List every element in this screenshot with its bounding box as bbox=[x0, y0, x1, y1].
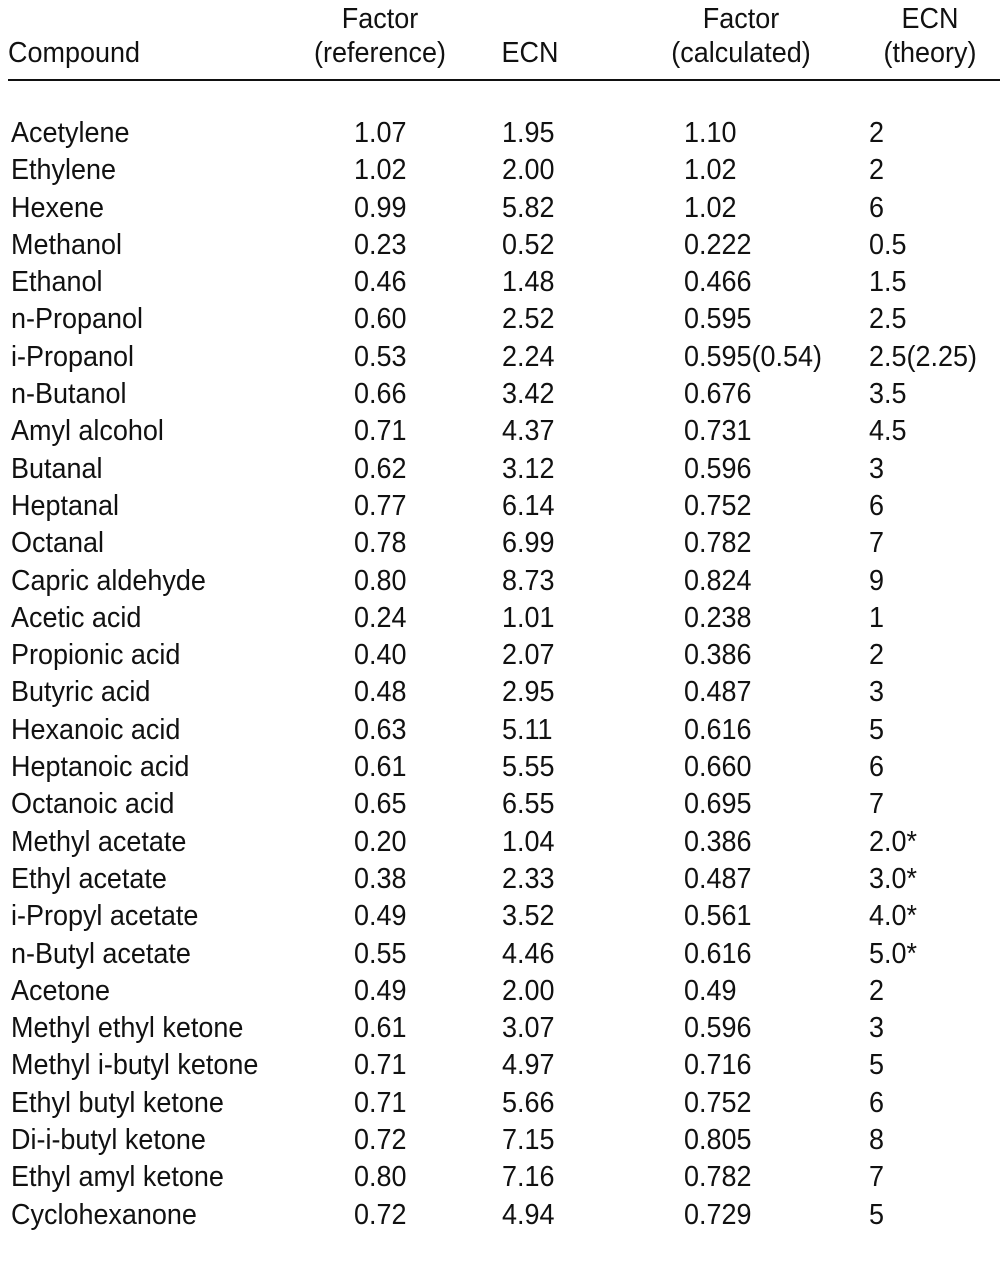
cell-ecn-theory: 3.0* bbox=[869, 862, 917, 895]
cell-ecn-theory: 3 bbox=[869, 1012, 885, 1045]
table-row bbox=[0, 861, 1007, 898]
cell-factor-reference: 0.71 bbox=[354, 1049, 407, 1082]
cell-ecn-theory: 3 bbox=[869, 452, 885, 485]
cell-factor-calculated: 1.02 bbox=[684, 154, 737, 187]
cell-ecn-theory: 1 bbox=[869, 601, 885, 634]
cell-ecn-theory: 5 bbox=[869, 1049, 885, 1082]
cell-ecn: 4.97 bbox=[502, 1049, 555, 1082]
cell-compound: Ethylene bbox=[11, 154, 116, 187]
cell-compound: n-Butanol bbox=[11, 378, 127, 411]
cell-factor-calculated: 0.616 bbox=[684, 713, 752, 746]
cell-factor-reference: 0.38 bbox=[354, 862, 407, 895]
cell-factor-calculated: 1.10 bbox=[684, 117, 737, 149]
cell-compound: Ethyl amyl ketone bbox=[11, 1161, 224, 1194]
cell-factor-reference: 0.23 bbox=[354, 228, 407, 261]
cell-factor-reference: 0.49 bbox=[354, 900, 407, 933]
cell-ecn-theory: 7 bbox=[869, 527, 885, 560]
cell-ecn-theory: 2 bbox=[869, 974, 885, 1007]
cell-factor-calculated: 0.676 bbox=[684, 378, 752, 411]
cell-ecn-theory: 3 bbox=[869, 676, 885, 709]
table-row bbox=[0, 1010, 1007, 1047]
cell-factor-calculated: 0.616 bbox=[684, 937, 752, 970]
cell-ecn-theory: 2.5(2.25) bbox=[869, 340, 977, 373]
table-row bbox=[0, 600, 1007, 637]
table-row bbox=[0, 451, 1007, 488]
table-row bbox=[0, 301, 1007, 338]
cell-factor-reference: 0.77 bbox=[354, 489, 407, 522]
cell-factor-calculated: 0.782 bbox=[684, 1161, 752, 1194]
cell-compound: Cyclohexanone bbox=[11, 1198, 197, 1231]
cell-ecn: 2.95 bbox=[502, 676, 555, 709]
cell-factor-reference: 0.72 bbox=[354, 1198, 407, 1231]
cell-ecn-theory: 0.5 bbox=[869, 228, 907, 261]
cell-ecn: 2.33 bbox=[502, 862, 555, 895]
header-compound bbox=[8, 36, 140, 70]
table-row bbox=[0, 1122, 1007, 1159]
cell-factor-calculated: 0.466 bbox=[684, 266, 752, 299]
header-compound-line-1: Compound bbox=[8, 37, 140, 69]
cell-compound: Methyl ethyl ketone bbox=[11, 1012, 244, 1045]
cell-ecn: 8.73 bbox=[502, 564, 555, 597]
cell-factor-reference: 0.80 bbox=[354, 564, 407, 597]
cell-ecn-theory: 5.0* bbox=[869, 937, 917, 970]
cell-compound: Acetylene bbox=[11, 117, 130, 149]
cell-factor-calculated: 0.716 bbox=[684, 1049, 752, 1082]
cell-compound: Capric aldehyde bbox=[11, 564, 206, 597]
header-ecn-theory-line-2: (theory) bbox=[883, 37, 977, 69]
cell-ecn-theory: 6 bbox=[869, 489, 885, 522]
cell-factor-reference: 0.55 bbox=[354, 937, 407, 970]
header-ecn-theory-line-1: ECN bbox=[901, 3, 959, 35]
cell-ecn: 6.99 bbox=[502, 527, 555, 560]
table-row bbox=[0, 152, 1007, 189]
cell-ecn-theory: 2.5 bbox=[869, 303, 907, 336]
cell-ecn: 4.94 bbox=[502, 1198, 555, 1231]
cell-compound: Hexene bbox=[11, 191, 104, 224]
cell-compound: n-Propanol bbox=[11, 303, 143, 336]
table-row bbox=[0, 936, 1007, 973]
cell-factor-reference: 0.80 bbox=[354, 1161, 407, 1194]
cell-factor-reference: 0.48 bbox=[354, 676, 407, 709]
header-factor-calculated-line-2: (calculated) bbox=[671, 37, 811, 69]
cell-ecn: 6.55 bbox=[502, 788, 555, 821]
cell-ecn: 4.46 bbox=[502, 937, 555, 970]
cell-factor-calculated: 0.595(0.54) bbox=[684, 340, 822, 373]
table-header bbox=[0, 2, 1007, 78]
cell-compound: Butyric acid bbox=[11, 676, 151, 709]
cell-ecn: 5.11 bbox=[502, 713, 553, 746]
table-row bbox=[0, 339, 1007, 376]
cell-ecn-theory: 2.0* bbox=[869, 825, 917, 858]
cell-factor-reference: 0.72 bbox=[354, 1124, 407, 1157]
cell-factor-reference: 0.62 bbox=[354, 452, 407, 485]
cell-ecn-theory: 7 bbox=[869, 1161, 885, 1194]
cell-compound: i-Propanol bbox=[11, 340, 134, 373]
cell-compound: Hexanoic acid bbox=[11, 713, 181, 746]
cell-ecn: 3.42 bbox=[502, 378, 555, 411]
cell-factor-reference: 0.60 bbox=[354, 303, 407, 336]
cell-ecn-theory: 4.0* bbox=[869, 900, 917, 933]
cell-compound: Octanoic acid bbox=[11, 788, 175, 821]
table-row bbox=[0, 1197, 1007, 1234]
cell-ecn: 6.14 bbox=[502, 489, 555, 522]
table-row bbox=[0, 898, 1007, 935]
cell-ecn: 2.24 bbox=[502, 340, 555, 373]
table-row bbox=[0, 488, 1007, 525]
table-row bbox=[0, 1047, 1007, 1084]
table-row bbox=[0, 749, 1007, 786]
cell-ecn: 0.52 bbox=[502, 228, 555, 261]
cell-ecn-theory: 6 bbox=[869, 751, 885, 784]
cell-ecn: 3.12 bbox=[502, 452, 555, 485]
cell-factor-reference: 1.07 bbox=[354, 117, 407, 149]
table-row bbox=[0, 376, 1007, 413]
cell-ecn: 1.04 bbox=[502, 825, 555, 858]
header-factor-reference-line-1: Factor bbox=[341, 3, 419, 35]
header-ecn-theory bbox=[870, 2, 991, 70]
cell-compound: Ethyl butyl ketone bbox=[11, 1086, 224, 1119]
table-body bbox=[0, 115, 1007, 1234]
cell-factor-calculated: 0.824 bbox=[684, 564, 752, 597]
table-row bbox=[0, 413, 1007, 450]
cell-ecn: 5.55 bbox=[502, 751, 555, 784]
cell-factor-reference: 0.63 bbox=[354, 713, 407, 746]
cell-compound: n-Butyl acetate bbox=[11, 937, 191, 970]
cell-factor-reference: 0.61 bbox=[354, 1012, 407, 1045]
header-factor-reference bbox=[306, 2, 455, 70]
cell-compound: Amyl alcohol bbox=[11, 415, 164, 448]
header-factor-calculated bbox=[662, 2, 820, 70]
cell-ecn: 1.95 bbox=[502, 117, 555, 149]
cell-factor-reference: 0.78 bbox=[354, 527, 407, 560]
cell-compound: Acetone bbox=[11, 974, 110, 1007]
cell-compound: Ethanol bbox=[11, 266, 103, 299]
table-row bbox=[0, 786, 1007, 823]
cell-factor-calculated: 0.561 bbox=[684, 900, 752, 933]
table-row bbox=[0, 190, 1007, 227]
cell-ecn: 5.66 bbox=[502, 1086, 555, 1119]
cell-compound: Butanal bbox=[11, 452, 103, 485]
cell-ecn-theory: 2 bbox=[869, 154, 885, 187]
cell-ecn: 1.48 bbox=[502, 266, 555, 299]
cell-ecn-theory: 3.5 bbox=[869, 378, 907, 411]
cell-compound: Heptanal bbox=[11, 489, 119, 522]
cell-factor-reference: 0.20 bbox=[354, 825, 407, 858]
cell-factor-calculated: 1.02 bbox=[684, 191, 737, 224]
cell-ecn-theory: 9 bbox=[869, 564, 885, 597]
table-row bbox=[0, 227, 1007, 264]
cell-ecn: 2.00 bbox=[502, 974, 555, 1007]
cell-ecn: 5.82 bbox=[502, 191, 555, 224]
cell-compound: Methyl acetate bbox=[11, 825, 187, 858]
cell-factor-reference: 0.46 bbox=[354, 266, 407, 299]
cell-ecn: 1.01 bbox=[502, 601, 555, 634]
cell-factor-calculated: 0.487 bbox=[684, 862, 752, 895]
cell-factor-calculated: 0.596 bbox=[684, 1012, 752, 1045]
cell-ecn-theory: 2 bbox=[869, 117, 885, 149]
table-row bbox=[0, 824, 1007, 861]
cell-factor-reference: 0.71 bbox=[354, 415, 407, 448]
cell-factor-reference: 0.49 bbox=[354, 974, 407, 1007]
cell-ecn-theory: 1.5 bbox=[869, 266, 907, 299]
header-factor-calculated-line-1: Factor bbox=[702, 3, 780, 35]
table-row bbox=[0, 1085, 1007, 1122]
table-row bbox=[0, 563, 1007, 600]
cell-ecn-theory: 6 bbox=[869, 1086, 885, 1119]
cell-factor-calculated: 0.805 bbox=[684, 1124, 752, 1157]
header-factor-reference-line-2: (reference) bbox=[314, 37, 446, 69]
cell-ecn: 3.52 bbox=[502, 900, 555, 933]
table-row bbox=[0, 1159, 1007, 1196]
cell-ecn: 3.07 bbox=[502, 1012, 555, 1045]
table-row bbox=[0, 637, 1007, 674]
cell-factor-calculated: 0.487 bbox=[684, 676, 752, 709]
cell-factor-calculated: 0.386 bbox=[684, 825, 752, 858]
cell-compound: i-Propyl acetate bbox=[11, 900, 199, 933]
table-row bbox=[0, 525, 1007, 562]
cell-factor-calculated: 0.595 bbox=[684, 303, 752, 336]
cell-factor-calculated: 0.386 bbox=[684, 639, 752, 672]
header-ecn bbox=[484, 36, 577, 70]
cell-ecn-theory: 5 bbox=[869, 1198, 885, 1231]
cell-compound: Acetic acid bbox=[11, 601, 142, 634]
cell-ecn-theory: 5 bbox=[869, 713, 885, 746]
cell-compound: Ethyl acetate bbox=[11, 862, 167, 895]
table-row bbox=[0, 264, 1007, 301]
cell-ecn-theory: 4.5 bbox=[869, 415, 907, 448]
cell-factor-reference: 0.65 bbox=[354, 788, 407, 821]
cell-factor-calculated: 0.222 bbox=[684, 228, 752, 261]
cell-ecn: 7.16 bbox=[502, 1161, 555, 1194]
header-ecn-line-1: ECN bbox=[501, 37, 559, 69]
cell-factor-calculated: 0.238 bbox=[684, 601, 752, 634]
cell-factor-reference: 0.99 bbox=[354, 191, 407, 224]
cell-compound: Heptanoic acid bbox=[11, 751, 190, 784]
cell-factor-calculated: 0.752 bbox=[684, 489, 752, 522]
cell-factor-reference: 0.24 bbox=[354, 601, 407, 634]
cell-factor-calculated: 0.782 bbox=[684, 527, 752, 560]
cell-factor-calculated: 0.752 bbox=[684, 1086, 752, 1119]
cell-ecn-theory: 2 bbox=[869, 639, 885, 672]
cell-factor-reference: 1.02 bbox=[354, 154, 407, 187]
cell-ecn: 7.15 bbox=[502, 1124, 555, 1157]
cell-ecn: 2.00 bbox=[502, 154, 555, 187]
cell-compound: Propionic acid bbox=[11, 639, 181, 672]
cell-ecn: 2.07 bbox=[502, 639, 555, 672]
cell-factor-calculated: 0.729 bbox=[684, 1198, 752, 1231]
cell-factor-calculated: 0.660 bbox=[684, 751, 752, 784]
table-row bbox=[0, 973, 1007, 1010]
cell-factor-calculated: 0.49 bbox=[684, 974, 737, 1007]
cell-compound: Methyl i-butyl ketone bbox=[11, 1049, 259, 1082]
cell-ecn: 4.37 bbox=[502, 415, 555, 448]
table-row bbox=[0, 674, 1007, 711]
cell-ecn-theory: 6 bbox=[869, 191, 885, 224]
cell-factor-reference: 0.40 bbox=[354, 639, 407, 672]
header-divider bbox=[8, 79, 1000, 81]
cell-factor-reference: 0.66 bbox=[354, 378, 407, 411]
table-row bbox=[0, 115, 1007, 152]
cell-ecn-theory: 8 bbox=[869, 1124, 885, 1157]
table-row bbox=[0, 712, 1007, 749]
cell-ecn-theory: 7 bbox=[869, 788, 885, 821]
cell-compound: Octanal bbox=[11, 527, 104, 560]
cell-compound: Methanol bbox=[11, 228, 122, 261]
cell-factor-calculated: 0.695 bbox=[684, 788, 752, 821]
cell-factor-calculated: 0.731 bbox=[684, 415, 752, 448]
cell-compound: Di-i-butyl ketone bbox=[11, 1124, 206, 1157]
cell-factor-reference: 0.71 bbox=[354, 1086, 407, 1119]
cell-ecn: 2.52 bbox=[502, 303, 555, 336]
cell-factor-calculated: 0.596 bbox=[684, 452, 752, 485]
cell-factor-reference: 0.53 bbox=[354, 340, 407, 373]
cell-factor-reference: 0.61 bbox=[354, 751, 407, 784]
